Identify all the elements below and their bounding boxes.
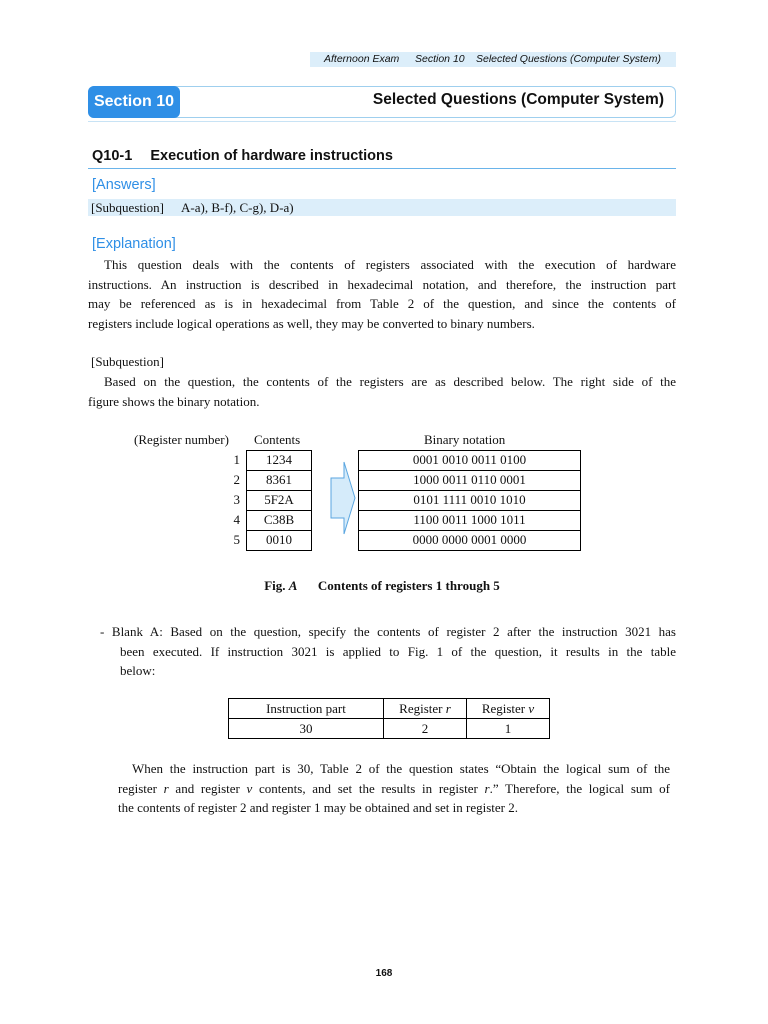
subquestion-label: [Subquestion]	[91, 354, 164, 369]
running-header	[310, 52, 676, 67]
conclusion-text	[118, 759, 670, 818]
header-topic: Selected Questions (Computer System)	[476, 53, 661, 65]
caption-fig: Fig.	[264, 578, 286, 593]
reg-contents-cell: 0010	[246, 530, 312, 551]
blank-a-line: been executed. If instruction 3021 is applied to Fig. 1 of the question, it results in the table	[120, 643, 676, 659]
th-instruction-part: Instruction part	[229, 699, 384, 719]
reg-contents-cell: 5F2A	[246, 490, 312, 511]
reg-number: 2	[233, 472, 240, 487]
answers-label: [Subquestion]	[91, 200, 164, 215]
binary-cell: 1000 0011 0110 0001	[358, 470, 581, 491]
th-register-v: Register v	[467, 699, 550, 719]
explanation-intro	[88, 255, 676, 333]
subquestion-text	[88, 372, 676, 411]
header-section: Section 10	[415, 53, 465, 65]
td-instruction-part: 30	[229, 719, 384, 739]
instruction-table	[228, 698, 550, 739]
binary-cell: 0001 0010 0011 0100	[358, 450, 581, 471]
intro-line: This question deals with the contents of registers associated with the execution of hardware	[104, 257, 676, 272]
answers-heading: [Answers]	[92, 177, 156, 193]
question-number: Q10-1	[92, 148, 133, 164]
sub-line: figure shows the binary notation.	[88, 393, 260, 409]
col-binary-header: Binary notation	[424, 432, 506, 447]
answers-bar	[88, 199, 676, 216]
blank-a-line: - Blank A: Based on the question, specify the contents of register 2 after the instruction 3021 has	[100, 624, 676, 639]
sub-line: Based on the question, the contents of the registers are as described below. The right side of the	[104, 374, 676, 389]
table-row	[229, 719, 550, 739]
col-register-header: (Register number)	[134, 432, 229, 447]
question-title	[92, 148, 393, 164]
binary-cell: 1100 0011 1000 1011	[358, 510, 581, 531]
page-number: 168	[375, 968, 393, 979]
td-register-v: 1	[467, 719, 550, 739]
caption-text: Contents of registers 1 through 5	[317, 578, 500, 593]
reg-number: 5	[233, 532, 240, 547]
blank-a-text	[100, 622, 676, 681]
header-exam: Afternoon Exam	[324, 53, 400, 65]
binary-cell: 0000 0000 0001 0000	[358, 530, 581, 551]
table-header-row	[229, 699, 550, 719]
reg-number: 4	[233, 512, 240, 527]
blank-a-line: below:	[120, 663, 156, 679]
reg-number: 3	[233, 492, 240, 507]
caption-letter: A	[288, 578, 298, 593]
reg-number: 1	[233, 452, 240, 467]
answers-values: A-a), B-f), C-g), D-a)	[181, 200, 294, 215]
conclusion-line: the contents of register 2 and register 1 may be obtained and set in register 2.	[118, 800, 518, 816]
col-contents-header: Contents	[254, 432, 301, 447]
explanation-heading: [Explanation]	[92, 236, 176, 252]
reg-contents-cell: 8361	[246, 470, 312, 491]
arrow-right-icon	[330, 460, 356, 536]
figure-caption	[88, 578, 676, 594]
th-register-r: Register r	[384, 699, 467, 719]
conclusion-line: When the instruction part is 30, Table 2 of the question states “Obtain the logical sum of the	[132, 761, 670, 776]
reg-contents-cell: 1234	[246, 450, 312, 471]
td-register-r: 2	[384, 719, 467, 739]
section-title: Selected Questions (Computer System)	[372, 91, 664, 108]
intro-line: instructions. An instruction is described in hexadecimal notation, and therefore, the instruction part	[88, 276, 676, 292]
question-name: Execution of hardware instructions	[150, 148, 393, 164]
section-badge: Section 10	[88, 86, 180, 118]
binary-cell: 0101 1111 0010 1010	[358, 490, 581, 511]
conclusion-line: register r and register v contents, and set the results in register r.” Therefore, the logical sum of	[118, 780, 671, 796]
intro-line: registers include logical operations as well, they may be converted to binary numbers.	[88, 315, 535, 331]
intro-line: may be referenced as is in hexadecimal from Table 2 of the question, and since the contents of	[88, 296, 676, 312]
reg-contents-cell: C38B	[246, 510, 312, 531]
question-rule	[88, 168, 676, 169]
